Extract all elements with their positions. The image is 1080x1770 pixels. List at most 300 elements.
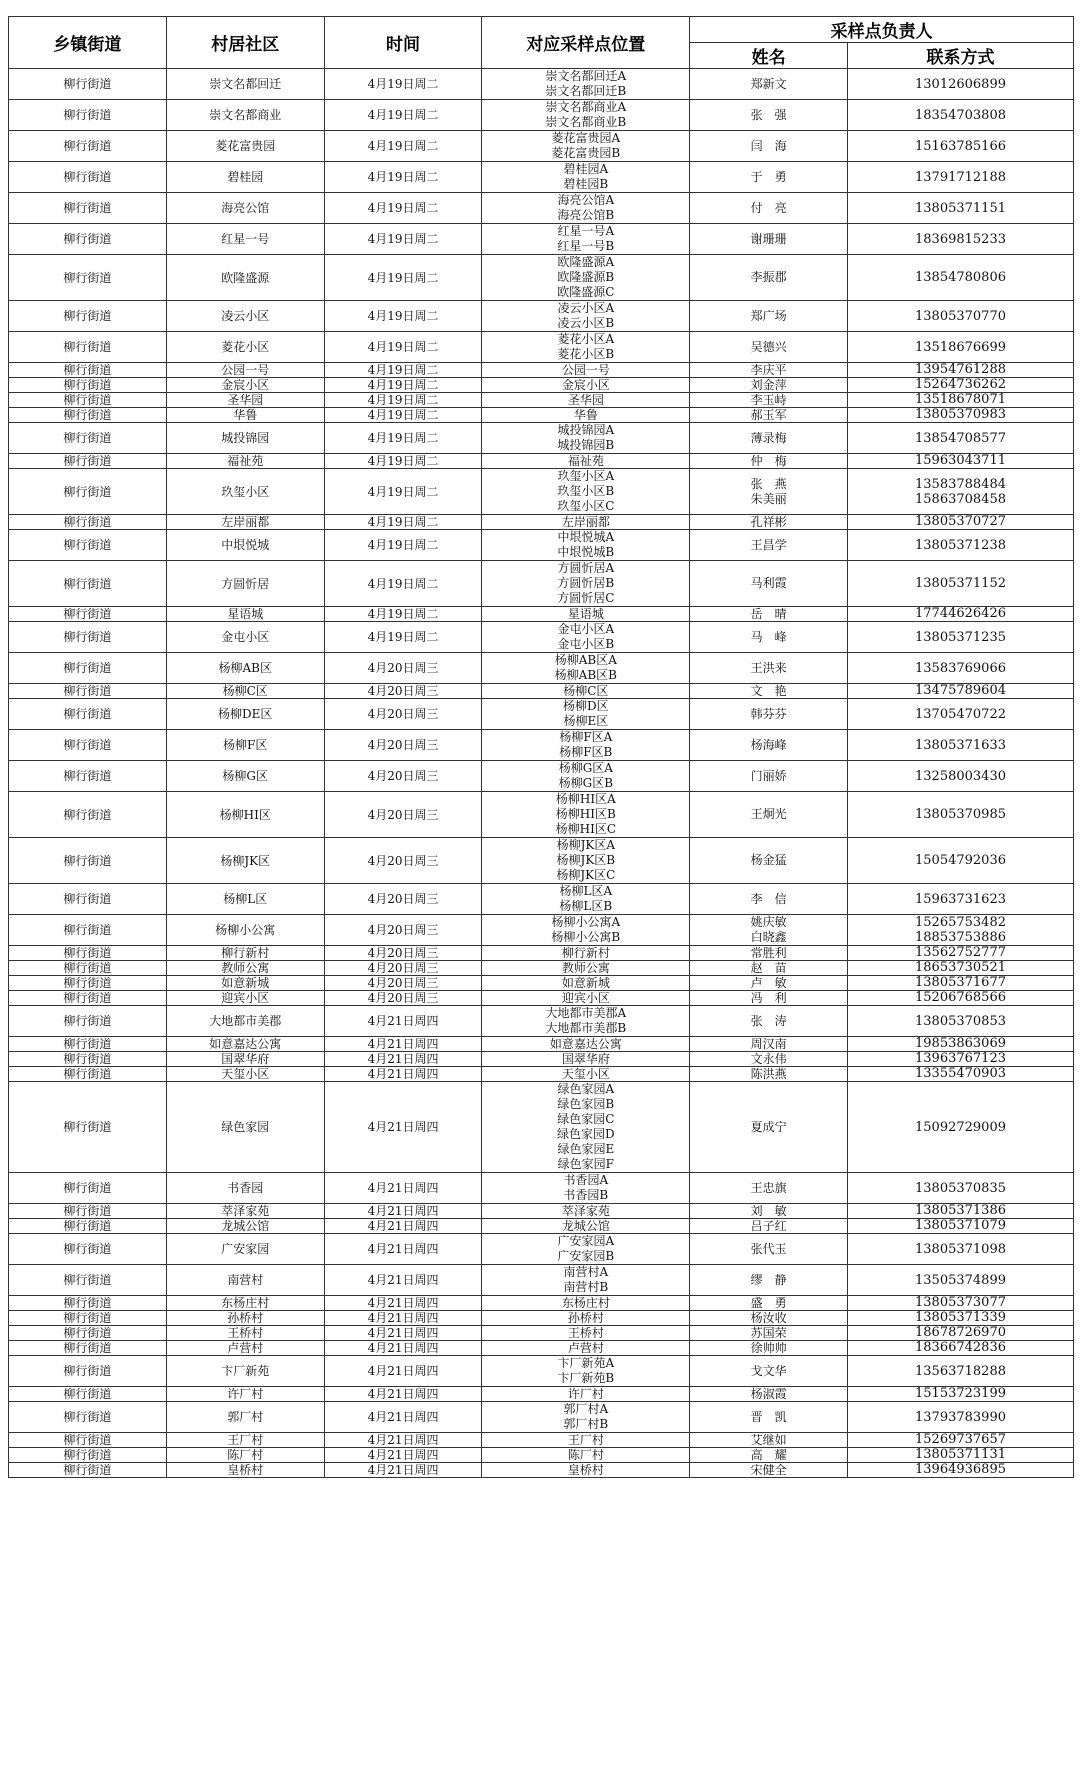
town-cell: 柳行街道 xyxy=(9,884,167,915)
community-cell: 郭厂村 xyxy=(166,1402,324,1433)
town-cell: 柳行街道 xyxy=(9,761,167,792)
contact-line: 18369815233 xyxy=(915,231,1006,247)
community-cell: 杨柳小公寓 xyxy=(166,915,324,946)
name-line: 晋 凯 xyxy=(750,1409,787,1424)
contact-cell xyxy=(848,1433,1074,1448)
town-cell: 柳行街道 xyxy=(9,622,167,653)
site-cell xyxy=(482,301,690,332)
time-cell: 4月21日周四 xyxy=(324,1006,482,1037)
name-line: 宋健全 xyxy=(750,1463,787,1477)
site-line: 圣华园 xyxy=(567,393,604,407)
town-cell: 柳行街道 xyxy=(9,255,167,301)
site-line: 欧隆盛源A xyxy=(557,255,615,269)
site-line: 如意新城 xyxy=(561,976,610,990)
town-cell: 柳行街道 xyxy=(9,1265,167,1296)
contact-cell xyxy=(848,1402,1074,1433)
table-row xyxy=(9,1402,1074,1433)
name-cell xyxy=(690,162,848,193)
contact-cell xyxy=(848,1356,1074,1387)
time-cell: 4月20日周三 xyxy=(324,653,482,684)
time-cell: 4月21日周四 xyxy=(324,1433,482,1448)
table-row xyxy=(9,378,1074,393)
contact-cell xyxy=(848,1204,1074,1219)
site-cell xyxy=(482,561,690,607)
contact-cell xyxy=(848,1173,1074,1204)
town-cell: 柳行街道 xyxy=(9,1173,167,1204)
contact-line: 13793783990 xyxy=(915,1409,1006,1425)
contact-line: 18653730521 xyxy=(915,960,1006,975)
time-cell: 4月19日周二 xyxy=(324,131,482,162)
town-cell: 柳行街道 xyxy=(9,515,167,530)
contact-cell xyxy=(848,1265,1074,1296)
site-line: 杨柳F区B xyxy=(559,745,613,759)
town-cell: 柳行街道 xyxy=(9,653,167,684)
name-line: 谢珊珊 xyxy=(750,231,787,246)
site-line: 欧隆盛源C xyxy=(557,285,615,299)
community-cell: 中垠悦城 xyxy=(166,530,324,561)
contact-cell xyxy=(848,515,1074,530)
town-cell: 柳行街道 xyxy=(9,684,167,699)
name-line: 卢 敏 xyxy=(750,976,787,990)
name-line: 王炯光 xyxy=(750,807,787,821)
time-cell: 4月19日周二 xyxy=(324,622,482,653)
contact-cell xyxy=(848,224,1074,255)
site-line: 金屯小区A xyxy=(557,622,615,636)
contact-cell xyxy=(848,530,1074,561)
name-cell xyxy=(690,224,848,255)
time-cell: 4月20日周三 xyxy=(324,915,482,946)
site-cell xyxy=(482,1067,690,1082)
table-row xyxy=(9,530,1074,561)
site-line: 杨柳小公寓B xyxy=(551,930,621,944)
site-line: 华鲁 xyxy=(573,408,598,422)
town-cell: 柳行街道 xyxy=(9,69,167,100)
contact-line: 19853863069 xyxy=(915,1036,1006,1051)
name-cell xyxy=(690,1067,848,1082)
contact-line: 13964936895 xyxy=(915,1462,1006,1477)
site-cell xyxy=(482,684,690,699)
town-cell: 柳行街道 xyxy=(9,1037,167,1052)
contact-line: 15963731623 xyxy=(915,891,1006,907)
site-line: 绿色家园F xyxy=(557,1157,614,1171)
time-cell: 4月21日周四 xyxy=(324,1448,482,1463)
contact-line: 13805370983 xyxy=(915,407,1006,422)
name-cell xyxy=(690,607,848,622)
time-cell: 4月19日周二 xyxy=(324,454,482,469)
contact-line: 13805371386 xyxy=(915,1203,1006,1218)
site-line: 杨柳JK区A xyxy=(556,838,616,852)
name-cell xyxy=(690,1402,848,1433)
name-cell xyxy=(690,915,848,946)
site-line: 柳行新村 xyxy=(561,946,610,960)
time-cell: 4月19日周二 xyxy=(324,69,482,100)
site-cell xyxy=(482,100,690,131)
name-cell xyxy=(690,1296,848,1311)
table-row xyxy=(9,1265,1074,1296)
town-cell: 柳行街道 xyxy=(9,946,167,961)
site-cell xyxy=(482,255,690,301)
site-cell xyxy=(482,1296,690,1311)
community-cell: 孙桥村 xyxy=(166,1311,324,1326)
community-cell: 广安家园 xyxy=(166,1234,324,1265)
name-line: 郑广场 xyxy=(750,308,787,323)
town-cell: 柳行街道 xyxy=(9,193,167,224)
site-line: 左岸丽都 xyxy=(561,515,610,529)
community-cell: 王厂村 xyxy=(166,1433,324,1448)
town-cell: 柳行街道 xyxy=(9,1234,167,1265)
town-cell: 柳行街道 xyxy=(9,423,167,454)
time-cell: 4月21日周四 xyxy=(324,1234,482,1265)
name-line: 杨海峰 xyxy=(750,737,787,752)
site-cell xyxy=(482,530,690,561)
site-cell xyxy=(482,792,690,838)
contact-cell xyxy=(848,408,1074,423)
name-line: 周汉南 xyxy=(750,1037,787,1051)
name-line: 付 亮 xyxy=(750,200,787,215)
name-cell xyxy=(690,423,848,454)
table-row xyxy=(9,1341,1074,1356)
town-cell: 柳行街道 xyxy=(9,699,167,730)
community-cell: 公园一号 xyxy=(166,363,324,378)
name-cell xyxy=(690,454,848,469)
site-cell xyxy=(482,162,690,193)
time-cell: 4月20日周三 xyxy=(324,884,482,915)
site-cell xyxy=(482,1341,690,1356)
name-cell xyxy=(690,1265,848,1296)
name-line: 艾继如 xyxy=(750,1433,787,1447)
community-cell: 如意嘉达公寓 xyxy=(166,1037,324,1052)
site-line: 菱花富贵园B xyxy=(551,146,621,160)
community-cell: 碧桂园 xyxy=(166,162,324,193)
site-line: 杨柳AB区A xyxy=(554,653,617,667)
name-line: 李玉峙 xyxy=(750,393,787,407)
table-row xyxy=(9,1326,1074,1341)
town-cell: 柳行街道 xyxy=(9,224,167,255)
community-cell: 菱花富贵园 xyxy=(166,131,324,162)
time-cell: 4月19日周二 xyxy=(324,515,482,530)
community-cell: 海亮公馆 xyxy=(166,193,324,224)
table-row xyxy=(9,193,1074,224)
site-cell xyxy=(482,653,690,684)
name-line: 吴德兴 xyxy=(750,339,787,354)
time-cell: 4月20日周三 xyxy=(324,761,482,792)
name-line: 戈文华 xyxy=(750,1363,787,1378)
community-cell: 杨柳AB区 xyxy=(166,653,324,684)
site-line: 卢营村 xyxy=(567,1341,604,1355)
site-cell xyxy=(482,1265,690,1296)
name-cell xyxy=(690,761,848,792)
name-cell xyxy=(690,408,848,423)
contact-line: 18678726970 xyxy=(915,1325,1006,1340)
site-line: 许厂村 xyxy=(567,1387,604,1401)
name-line: 韩芬芬 xyxy=(750,706,787,721)
name-cell xyxy=(690,1356,848,1387)
site-line: 崇文名都回迁A xyxy=(545,69,627,83)
time-cell: 4月19日周二 xyxy=(324,363,482,378)
name-cell xyxy=(690,838,848,884)
table-body xyxy=(9,69,1074,1478)
site-line: 南营村A xyxy=(563,1265,609,1279)
name-cell xyxy=(690,1387,848,1402)
name-cell xyxy=(690,1433,848,1448)
site-cell xyxy=(482,976,690,991)
community-cell: 华鲁 xyxy=(166,408,324,423)
site-line: 玖玺小区C xyxy=(557,499,615,513)
time-cell: 4月21日周四 xyxy=(324,1173,482,1204)
table-row xyxy=(9,607,1074,622)
name-line: 杨淑霞 xyxy=(750,1387,787,1401)
contact-line: 13805370770 xyxy=(915,308,1006,324)
site-line: 杨柳HI区C xyxy=(555,822,617,836)
contact-cell xyxy=(848,684,1074,699)
table-row xyxy=(9,301,1074,332)
site-line: 红星一号B xyxy=(557,239,615,253)
community-cell: 教师公寓 xyxy=(166,961,324,976)
name-line: 郝玉军 xyxy=(750,408,787,422)
town-cell: 柳行街道 xyxy=(9,469,167,515)
site-line: 金宸小区 xyxy=(561,378,610,392)
site-line: 迎宾小区 xyxy=(561,991,610,1005)
name-cell xyxy=(690,1234,848,1265)
name-line: 李振郡 xyxy=(750,270,787,284)
site-line: 王桥村 xyxy=(567,1326,604,1340)
town-cell: 柳行街道 xyxy=(9,408,167,423)
name-line: 岳 晴 xyxy=(750,607,787,621)
community-cell: 福祉苑 xyxy=(166,454,324,469)
time-cell: 4月20日周三 xyxy=(324,991,482,1006)
site-line: 书香园B xyxy=(563,1188,609,1202)
name-line: 王洪来 xyxy=(750,660,787,675)
header-community: 村居社区 xyxy=(166,17,324,69)
site-line: 孙桥村 xyxy=(567,1311,604,1325)
community-cell: 大地都市美郡 xyxy=(166,1006,324,1037)
time-cell: 4月21日周四 xyxy=(324,1402,482,1433)
town-cell: 柳行街道 xyxy=(9,1387,167,1402)
site-line: 崇文名都商业B xyxy=(545,115,627,129)
name-line: 杨汝收 xyxy=(750,1311,787,1325)
contact-line: 13583769066 xyxy=(915,660,1006,676)
site-line: 碧桂园B xyxy=(563,177,609,191)
header-site: 对应采样点位置 xyxy=(482,17,690,69)
contact-line: 15092729009 xyxy=(915,1119,1006,1135)
name-cell xyxy=(690,1006,848,1037)
site-line: 郭厂村B xyxy=(563,1417,609,1431)
site-cell xyxy=(482,193,690,224)
time-cell: 4月19日周二 xyxy=(324,301,482,332)
table-row xyxy=(9,1204,1074,1219)
name-cell xyxy=(690,561,848,607)
contact-cell xyxy=(848,1067,1074,1082)
town-cell: 柳行街道 xyxy=(9,393,167,408)
table-row xyxy=(9,1037,1074,1052)
site-cell xyxy=(482,1463,690,1478)
table-row xyxy=(9,255,1074,301)
contact-cell xyxy=(848,838,1074,884)
name-cell xyxy=(690,961,848,976)
town-cell: 柳行街道 xyxy=(9,991,167,1006)
site-cell xyxy=(482,469,690,515)
site-line: 杨柳L区B xyxy=(559,899,613,913)
contact-cell xyxy=(848,699,1074,730)
community-cell: 崇文名都商业 xyxy=(166,100,324,131)
name-cell xyxy=(690,1219,848,1234)
name-line: 孔祥彬 xyxy=(750,515,787,529)
site-cell xyxy=(482,378,690,393)
site-line: 中垠悦城B xyxy=(557,545,615,559)
contact-cell xyxy=(848,730,1074,761)
site-line: 杨柳G区B xyxy=(558,776,614,790)
site-cell xyxy=(482,423,690,454)
site-line: 广安家园B xyxy=(557,1249,615,1263)
town-cell: 柳行街道 xyxy=(9,976,167,991)
community-cell: 卞厂新苑 xyxy=(166,1356,324,1387)
contact-line: 13805370727 xyxy=(915,514,1006,529)
time-cell: 4月21日周四 xyxy=(324,1296,482,1311)
name-line: 冯 利 xyxy=(750,991,787,1005)
time-cell: 4月21日周四 xyxy=(324,1311,482,1326)
name-cell xyxy=(690,792,848,838)
contact-line: 13805370853 xyxy=(915,1013,1006,1029)
contact-line: 13805371339 xyxy=(915,1310,1006,1325)
town-cell: 柳行街道 xyxy=(9,1326,167,1341)
time-cell: 4月19日周二 xyxy=(324,561,482,607)
contact-cell xyxy=(848,100,1074,131)
table-row xyxy=(9,1006,1074,1037)
contact-line: 13805371633 xyxy=(915,737,1006,753)
site-line: 大地都市美郡B xyxy=(545,1021,627,1035)
table-row xyxy=(9,1311,1074,1326)
table-row xyxy=(9,961,1074,976)
table-row xyxy=(9,363,1074,378)
name-line: 马 峰 xyxy=(750,629,787,644)
community-cell: 杨柳JK区 xyxy=(166,838,324,884)
town-cell: 柳行街道 xyxy=(9,363,167,378)
time-cell: 4月20日周三 xyxy=(324,684,482,699)
contact-line: 13518678071 xyxy=(915,392,1006,407)
town-cell: 柳行街道 xyxy=(9,1082,167,1173)
contact-cell xyxy=(848,1234,1074,1265)
site-cell xyxy=(482,131,690,162)
table-row xyxy=(9,653,1074,684)
time-cell: 4月19日周二 xyxy=(324,378,482,393)
site-line: 绿色家园E xyxy=(557,1142,615,1156)
name-cell xyxy=(690,976,848,991)
contact-line: 13805371098 xyxy=(915,1241,1006,1257)
name-cell xyxy=(690,530,848,561)
site-cell xyxy=(482,1311,690,1326)
header-town: 乡镇街道 xyxy=(9,17,167,69)
time-cell: 4月19日周二 xyxy=(324,469,482,515)
name-cell xyxy=(690,1448,848,1463)
name-line: 刘 敏 xyxy=(750,1204,787,1218)
town-cell: 柳行街道 xyxy=(9,1052,167,1067)
contact-line: 13562752777 xyxy=(915,945,1006,960)
time-cell: 4月20日周三 xyxy=(324,976,482,991)
name-line: 刘金萍 xyxy=(750,378,787,392)
site-cell xyxy=(482,1082,690,1173)
name-line: 夏成宁 xyxy=(750,1119,787,1134)
table-header xyxy=(9,17,1074,69)
name-cell xyxy=(690,1326,848,1341)
name-line: 于 勇 xyxy=(750,169,787,184)
time-cell: 4月19日周二 xyxy=(324,408,482,423)
table-row xyxy=(9,1296,1074,1311)
name-cell xyxy=(690,684,848,699)
site-cell xyxy=(482,991,690,1006)
contact-cell xyxy=(848,1006,1074,1037)
table-row xyxy=(9,884,1074,915)
contact-cell xyxy=(848,761,1074,792)
time-cell: 4月21日周四 xyxy=(324,1204,482,1219)
site-line: 红星一号A xyxy=(557,224,615,238)
table-row xyxy=(9,622,1074,653)
site-line: 卞厂新苑B xyxy=(557,1371,615,1385)
site-line: 杨柳JK区B xyxy=(556,853,616,867)
name-line: 王昌学 xyxy=(750,537,787,552)
contact-line: 13805371238 xyxy=(915,537,1006,553)
community-cell: 东杨庄村 xyxy=(166,1296,324,1311)
site-line: 卞厂新苑A xyxy=(557,1356,615,1370)
name-cell xyxy=(690,100,848,131)
community-cell: 杨柳F区 xyxy=(166,730,324,761)
site-line: 杨柳JK区C xyxy=(556,868,616,882)
contact-line: 18366742836 xyxy=(915,1340,1006,1355)
town-cell: 柳行街道 xyxy=(9,915,167,946)
site-line: 方圆忻居A xyxy=(557,561,615,575)
contact-line: 17744626426 xyxy=(915,606,1006,621)
name-cell xyxy=(690,193,848,224)
town-cell: 柳行街道 xyxy=(9,1204,167,1219)
table-row xyxy=(9,1173,1074,1204)
community-cell: 迎宾小区 xyxy=(166,991,324,1006)
town-cell: 柳行街道 xyxy=(9,530,167,561)
time-cell: 4月21日周四 xyxy=(324,1219,482,1234)
site-cell xyxy=(482,69,690,100)
contact-cell xyxy=(848,1341,1074,1356)
site-line: 杨柳E区 xyxy=(563,714,609,728)
site-cell xyxy=(482,884,690,915)
table-row xyxy=(9,1463,1074,1478)
site-line: 杨柳L区A xyxy=(559,884,613,898)
site-line: 杨柳AB区B xyxy=(554,668,617,682)
time-cell: 4月21日周四 xyxy=(324,1326,482,1341)
time-cell: 4月20日周三 xyxy=(324,838,482,884)
site-cell xyxy=(482,961,690,976)
contact-line: 15163785166 xyxy=(915,138,1006,154)
site-line: 玖玺小区A xyxy=(557,469,615,483)
site-line: 方圆忻居B xyxy=(557,576,615,590)
contact-cell xyxy=(848,1448,1074,1463)
name-line: 姚庆敏 xyxy=(750,915,787,929)
town-cell: 柳行街道 xyxy=(9,961,167,976)
contact-cell xyxy=(848,1463,1074,1478)
contact-cell xyxy=(848,915,1074,946)
name-cell xyxy=(690,1341,848,1356)
town-cell: 柳行街道 xyxy=(9,1219,167,1234)
contact-line: 13805371131 xyxy=(915,1447,1006,1462)
site-cell xyxy=(482,363,690,378)
contact-cell xyxy=(848,976,1074,991)
site-line: 杨柳D区 xyxy=(563,699,609,713)
name-line: 张 燕 xyxy=(750,476,787,491)
name-cell xyxy=(690,730,848,761)
time-cell: 4月19日周二 xyxy=(324,530,482,561)
contact-cell xyxy=(848,792,1074,838)
contact-line: 15963043711 xyxy=(915,453,1006,468)
community-cell: 杨柳L区 xyxy=(166,884,324,915)
site-line: 杨柳HI区B xyxy=(555,807,616,821)
time-cell: 4月21日周四 xyxy=(324,1356,482,1387)
